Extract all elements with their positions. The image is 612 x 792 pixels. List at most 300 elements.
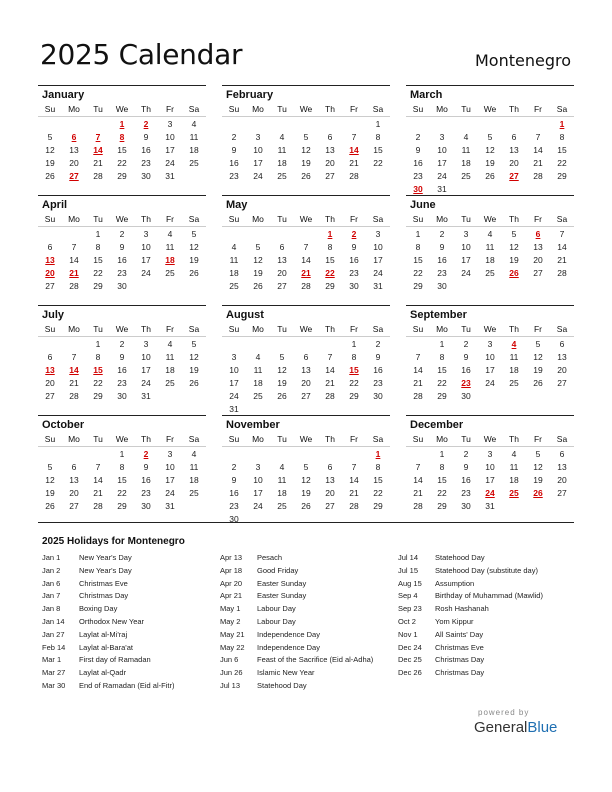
weekday-label: Mo [252,214,264,224]
holiday-date: Jun 6 [220,655,239,665]
day: 29 [117,501,127,511]
weekday-header [222,322,390,337]
day: 6 [559,339,565,349]
weekday-label: Su [412,434,424,444]
holiday-name: Statehood Day [257,680,307,690]
day: 25 [277,171,287,181]
day: 12 [301,145,311,155]
day: 1 [95,339,101,349]
day: 31 [373,281,383,291]
day: 30 [141,171,151,181]
weekday-label: We [115,214,129,224]
weekday-label: Su [412,214,424,224]
holiday-row [220,616,398,629]
day: 3 [439,132,445,142]
day: 19 [45,488,55,498]
day-grid [406,447,574,513]
day: 12 [253,255,263,265]
holiday-date: May 22 [220,642,245,652]
day: 31 [165,171,175,181]
day: 24 [461,268,471,278]
holiday-day: 13 [45,255,55,265]
day: 24 [229,391,239,401]
holiday-day: 26 [509,268,519,278]
weekday-header [406,322,574,337]
empty-cell [38,118,62,131]
day: 11 [165,352,175,362]
day: 1 [119,449,125,459]
weekday-label: Sa [556,104,568,114]
day: 26 [277,391,287,401]
day: 10 [437,145,447,155]
holiday-column [398,552,576,693]
weekday-label: Th [141,214,151,224]
holiday-date: Sep 23 [398,604,422,614]
holiday-date: Jul 14 [398,553,419,562]
day: 31 [229,404,239,414]
weekday-label: Su [228,324,240,334]
holiday-day: 21 [69,268,79,278]
holiday-date: Jan 27 [42,629,65,639]
day: 29 [349,391,359,401]
holiday-row [220,642,398,655]
holiday-day: 15 [93,365,103,375]
holiday-name: Independence Day [257,629,320,639]
weekday-label: Sa [188,324,200,334]
day: 8 [375,132,381,142]
day: 20 [557,475,567,485]
month-december [406,415,574,525]
day: 20 [509,158,519,168]
powered-by-text: powered by [478,708,530,717]
day: 26 [253,281,263,291]
day: 3 [231,352,237,362]
day: 9 [143,132,149,142]
holiday-day: 2 [351,229,357,239]
empty-cell [342,448,366,461]
day: 6 [47,242,53,252]
weekday-label: We [299,104,313,114]
weekday-label: Th [325,434,335,444]
day: 17 [141,255,151,265]
weekday-label: Tu [93,214,103,224]
holiday-name: Easter Sunday [257,591,307,601]
weekday-label: Fr [533,434,543,444]
day: 18 [165,365,175,375]
day-grid [406,337,574,403]
day: 7 [95,462,101,472]
day: 13 [325,145,335,155]
holiday-day: 14 [69,365,79,375]
day: 17 [253,488,263,498]
month-may [222,195,390,305]
weekday-label: Sa [372,214,384,224]
empty-cell [294,338,318,351]
day: 2 [119,229,125,239]
day: 14 [93,475,103,485]
weekday-label: Th [509,324,519,334]
day: 25 [229,281,239,291]
day: 30 [117,391,127,401]
empty-cell [222,118,246,131]
day: 14 [69,255,79,265]
day: 22 [373,158,383,168]
day: 11 [277,145,287,155]
holiday-row [42,578,220,591]
day: 2 [231,462,237,472]
day: 16 [461,475,471,485]
holiday-list [42,552,582,693]
weekday-label: Mo [252,104,264,114]
day: 1 [439,449,445,459]
day-grid [38,117,206,183]
day: 23 [437,268,447,278]
holiday-date: May 21 [220,629,245,639]
day: 20 [277,268,287,278]
holiday-name: Yom Kippur [435,616,474,626]
day: 1 [95,229,101,239]
empty-cell [502,118,526,131]
day: 7 [535,132,541,142]
day: 8 [351,352,357,362]
day: 21 [93,158,103,168]
day: 6 [279,242,285,252]
day: 14 [557,242,567,252]
month-name: May [226,199,248,211]
day: 7 [303,242,309,252]
empty-cell [86,118,110,131]
holiday-day: 27 [69,171,79,181]
holiday-name: All Saints' Day [435,629,484,639]
day: 13 [69,475,79,485]
day: 30 [141,501,151,511]
day: 30 [461,391,471,401]
day: 15 [437,365,447,375]
day: 6 [47,352,53,362]
day: 11 [509,352,519,362]
day: 25 [253,391,263,401]
day: 3 [167,449,173,459]
weekday-label: Mo [436,214,448,224]
holiday-row [220,629,398,642]
holiday-row [42,667,220,680]
month-october [38,415,206,525]
day: 20 [69,158,79,168]
day: 8 [559,132,565,142]
holiday-name: Christmas Day [435,655,485,665]
holiday-name: Easter Sunday [257,578,307,588]
weekday-label: Mo [436,324,448,334]
day: 11 [485,242,495,252]
day-grid [38,447,206,513]
holiday-row [42,565,220,578]
brand-logo[interactable] [474,719,557,736]
day: 12 [45,145,55,155]
holiday-row [398,603,576,616]
holiday-name: Laylat al-Mi'raj [79,629,128,639]
holiday-row [398,552,576,565]
weekday-header [222,102,390,117]
day: 25 [165,378,175,388]
holiday-row [220,565,398,578]
day: 29 [325,281,335,291]
weekday-label: Th [141,104,151,114]
empty-cell [38,228,62,241]
holiday-date: Apr 13 [220,553,243,562]
day: 8 [327,242,333,252]
day: 5 [279,352,285,362]
day: 10 [141,242,151,252]
day: 4 [191,449,197,459]
day-grid [38,337,206,403]
holiday-name: Orthodox New Year [79,616,145,626]
holiday-name: Christmas Eve [435,642,484,652]
day: 4 [511,449,517,459]
day: 19 [189,255,199,265]
weekday-label: Sa [188,104,200,114]
day: 19 [189,365,199,375]
weekday-label: Fr [165,324,175,334]
day: 15 [117,145,127,155]
month-name: March [410,89,443,101]
holiday-row [398,667,576,680]
day: 5 [255,242,261,252]
day: 16 [141,145,151,155]
weekday-label: Su [44,324,56,334]
day: 28 [413,501,423,511]
day: 13 [557,462,567,472]
holiday-date: May 2 [220,616,241,626]
day: 21 [533,158,543,168]
day: 11 [509,462,519,472]
empty-cell [318,338,342,351]
day: 6 [71,462,77,472]
day: 17 [485,365,495,375]
holiday-row [220,603,398,616]
day: 10 [485,352,495,362]
day: 21 [413,488,423,498]
holiday-date: Dec 26 [398,668,422,678]
weekday-label: Th [325,324,335,334]
day: 28 [533,171,543,181]
day: 16 [413,158,423,168]
month-february [222,85,390,195]
month-name: February [226,89,274,101]
day: 2 [439,229,445,239]
weekday-label: Tu [93,104,103,114]
month-name: December [410,419,464,431]
weekday-label: Th [141,434,151,444]
day: 30 [117,281,127,291]
day: 11 [189,132,199,142]
day: 4 [167,229,173,239]
country-name: Montenegro [474,51,571,70]
month-name: October [42,419,85,431]
empty-cell [294,448,318,461]
day: 14 [349,475,359,485]
day: 30 [229,514,239,524]
day: 26 [189,268,199,278]
holiday-date: Apr 18 [220,565,243,575]
day: 9 [231,145,237,155]
empty-cell [318,448,342,461]
day: 21 [413,378,423,388]
holiday-day: 1 [559,119,565,129]
month-august [222,305,390,415]
day: 3 [375,229,381,239]
empty-cell [62,228,86,241]
day: 22 [117,488,127,498]
day: 25 [189,158,199,168]
day: 18 [509,475,519,485]
holiday-day: 1 [375,449,381,459]
holiday-date: Feb 14 [42,642,66,652]
day: 4 [279,462,285,472]
day: 6 [327,462,333,472]
day: 23 [349,268,359,278]
empty-cell [406,118,430,131]
holiday-date: Jan 14 [42,616,65,626]
day: 29 [557,171,567,181]
day: 28 [349,501,359,511]
day: 17 [229,378,239,388]
holiday-column [42,552,220,693]
day: 4 [255,352,261,362]
day: 23 [141,158,151,168]
weekday-label: Fr [533,214,543,224]
holiday-date: Aug 15 [398,578,422,588]
day: 8 [95,242,101,252]
day: 26 [533,378,543,388]
weekday-label: Fr [349,214,359,224]
holiday-day: 13 [45,365,55,375]
day: 12 [509,242,519,252]
day: 14 [413,365,423,375]
day: 27 [277,281,287,291]
day: 12 [301,475,311,485]
weekday-label: Su [44,214,56,224]
holiday-date: Apr 20 [220,578,243,588]
day-grid [222,337,390,416]
day: 29 [437,501,447,511]
day: 27 [557,378,567,388]
day: 22 [93,268,103,278]
holiday-date: Mar 27 [42,668,66,678]
day: 19 [301,488,311,498]
day: 13 [301,365,311,375]
day: 16 [349,255,359,265]
day: 5 [535,449,541,459]
holiday-row [398,565,576,578]
holiday-day: 4 [511,339,517,349]
weekday-header [38,212,206,227]
day: 3 [167,119,173,129]
day: 8 [119,462,125,472]
day: 31 [141,391,151,401]
day: 18 [509,365,519,375]
day-grid [406,117,574,196]
weekday-label: Fr [165,434,175,444]
day: 13 [277,255,287,265]
holiday-date: Apr 21 [220,591,243,601]
month-name: January [42,89,85,101]
day: 24 [373,268,383,278]
holiday-row [220,578,398,591]
day: 14 [533,145,543,155]
day: 6 [559,449,565,459]
empty-cell [270,228,294,241]
day: 9 [351,242,357,252]
holiday-name: Independence Day [257,642,320,652]
holiday-day: 21 [301,268,311,278]
day: 19 [533,365,543,375]
day: 18 [253,378,263,388]
day: 4 [167,339,173,349]
weekday-label: We [299,324,313,334]
day: 22 [93,378,103,388]
day: 4 [463,132,469,142]
holiday-date: May 1 [220,604,241,614]
day: 17 [461,255,471,265]
day: 18 [485,255,495,265]
day: 28 [69,281,79,291]
weekday-label: We [115,104,129,114]
day: 29 [413,281,423,291]
weekday-label: Fr [533,324,543,334]
day: 20 [69,488,79,498]
weekday-label: Tu [277,104,287,114]
holiday-date: Jun 26 [220,668,243,678]
weekday-label: We [483,434,497,444]
holiday-date: Dec 24 [398,642,422,652]
holiday-name: Good Friday [257,565,299,575]
day: 21 [69,378,79,388]
month-name: November [226,419,280,431]
holiday-date: Jul 13 [220,680,241,690]
weekday-label: Mo [68,434,80,444]
day: 21 [93,488,103,498]
holiday-date: Jan 7 [42,591,61,601]
day: 22 [557,158,567,168]
weekday-label: Mo [436,104,448,114]
day: 9 [143,462,149,472]
holiday-row [220,680,398,693]
day: 14 [301,255,311,265]
holiday-name: Pesach [257,553,283,562]
day: 15 [373,475,383,485]
day: 27 [45,281,55,291]
day: 16 [373,365,383,375]
day: 3 [143,229,149,239]
day-grid [222,117,390,183]
day: 22 [437,488,447,498]
holiday-name: Christmas Day [79,591,129,601]
day: 23 [117,268,127,278]
day: 18 [461,158,471,168]
month-name: July [42,309,65,321]
day: 19 [533,475,543,485]
holiday-day: 1 [327,229,333,239]
holiday-date: Jan 6 [42,578,61,588]
holiday-date: Dec 25 [398,655,422,665]
day: 17 [373,255,383,265]
weekday-label: Su [44,104,56,114]
day: 27 [325,171,335,181]
day: 2 [415,132,421,142]
day: 20 [533,255,543,265]
day: 23 [373,378,383,388]
holiday-date: Jan 8 [42,604,61,614]
